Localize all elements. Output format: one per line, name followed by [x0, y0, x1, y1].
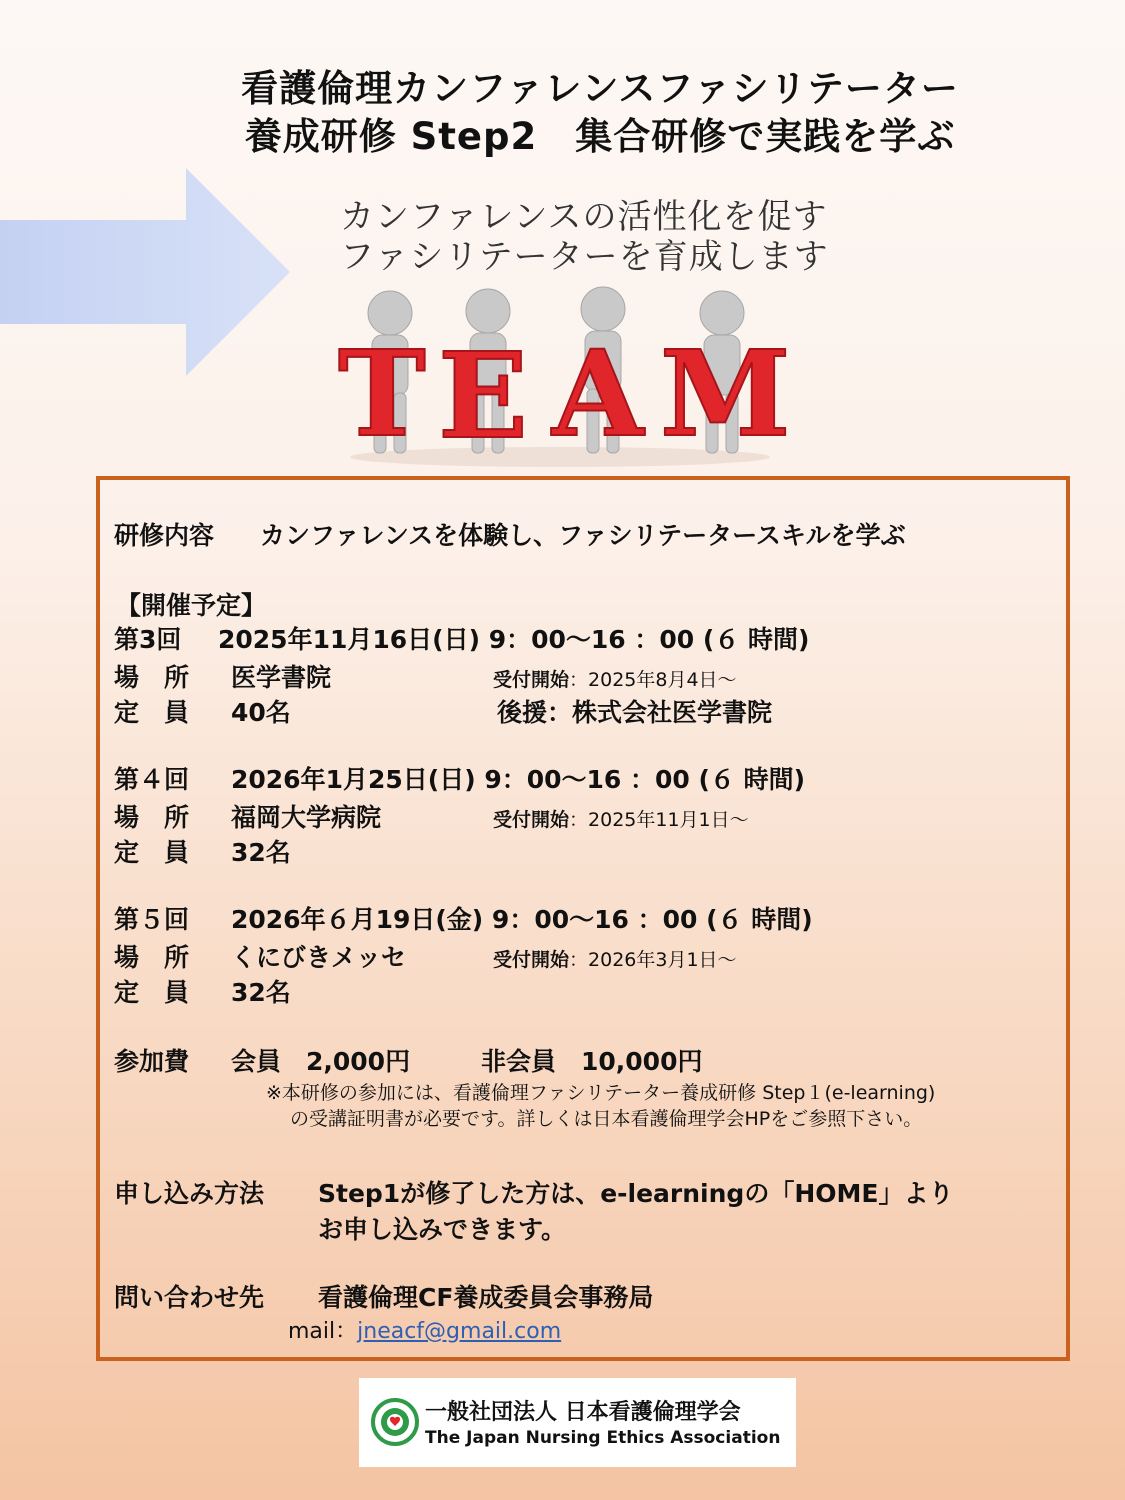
- reception-date: ：2025年11月1日～: [569, 809, 749, 831]
- mail-link[interactable]: jneacf@gmail.com: [357, 1319, 562, 1344]
- apply-line-1: Step1が修了した方は、e-learningの「HOME」より: [318, 1179, 954, 1208]
- subtitle-line-1: カンファレンスの活性化を促す: [340, 197, 828, 237]
- logo-name-jp: 一般社団法人 日本看護倫理学会: [425, 1400, 741, 1425]
- place-value: 医学書院: [231, 663, 332, 692]
- session-label: 第3回: [114, 625, 182, 654]
- reception-label: 受付開始: [493, 949, 570, 971]
- place-label: 場 所: [114, 803, 190, 832]
- schedule-heading: 【開催予定】: [116, 591, 267, 620]
- support-text: 後援：株式会社医学書院: [497, 698, 773, 727]
- team-letter-m: M: [660, 324, 791, 463]
- capacity-value: 32名: [231, 838, 291, 867]
- session-label: 第４回: [114, 765, 190, 794]
- reception-info: [493, 664, 737, 696]
- place-value: くにびきメッセ: [231, 943, 407, 972]
- place-label: 場 所: [114, 663, 190, 692]
- capacity-label: 定 員: [114, 978, 190, 1007]
- content-text: カンファレンスを体験し、ファシリテータースキルを学ぶ: [260, 521, 906, 550]
- contact-name: 看護倫理CF養成委員会事務局: [318, 1283, 654, 1312]
- session-label: 第５回: [114, 905, 190, 934]
- reception-info: [493, 944, 737, 976]
- place-label: 場 所: [114, 943, 190, 972]
- association-emblem-icon: [371, 1398, 419, 1446]
- fee-note-line-2: の受講証明書が必要です。詳しくは日本看護倫理学会HPをご参照下さい。: [290, 1108, 923, 1130]
- capacity-label: 定 員: [114, 838, 190, 867]
- mail-label: mail：: [288, 1319, 358, 1344]
- reception-date: ：2025年8月4日～: [569, 669, 737, 691]
- place-value: 福岡大学病院: [231, 803, 382, 832]
- contact-label: 問い合わせ先: [114, 1283, 265, 1312]
- fee-nonmember: 非会員 10,000円: [481, 1047, 703, 1076]
- apply-line-2: お申し込みできます。: [318, 1215, 567, 1244]
- association-logo: [359, 1378, 796, 1467]
- reception-info: [493, 804, 749, 836]
- reception-label: 受付開始: [493, 669, 570, 691]
- reception-date: ：2026年3月1日～: [569, 949, 737, 971]
- session-datetime: 2025年11月16日(日) 9：00～16 ：00 (６ 時間): [218, 625, 810, 654]
- reception-label: 受付開始: [493, 809, 570, 831]
- fee-note-line-1: ※本研修の参加には、看護倫理ファシリテーター養成研修 Step１(e-learning): [266, 1082, 936, 1104]
- team-letter-t: T: [338, 324, 426, 463]
- session-datetime: 2026年1月25日(日) 9：00～16 ：00 (６ 時間): [231, 765, 806, 794]
- team-letter-e: E: [438, 326, 528, 465]
- capacity-value: 32名: [231, 978, 291, 1007]
- session-datetime: 2026年６月19日(金) 9：00～16 ：00 (６ 時間): [231, 905, 813, 934]
- apply-label: 申し込み方法: [114, 1179, 265, 1208]
- title-line-2: 養成研修 Step2 集合研修で実践を学ぶ: [244, 115, 956, 158]
- subtitle-line-2: ファシリテーターを育成します: [340, 237, 829, 277]
- capacity-value: 40名: [231, 698, 291, 727]
- logo-name-en: The Japan Nursing Ethics Association: [425, 1428, 781, 1448]
- content-label: 研修内容: [114, 521, 215, 550]
- right-arrow-decoration: [0, 168, 292, 378]
- team-figures-illustration: [330, 285, 800, 470]
- capacity-label: 定 員: [114, 698, 190, 727]
- fee-member: 会員 2,000円: [231, 1047, 411, 1076]
- team-letter-a: A: [552, 324, 644, 463]
- fee-label: 参加費: [114, 1047, 190, 1076]
- title-line-1: 看護倫理カンファレンスファシリテーター: [241, 67, 959, 110]
- mail-row: [288, 1318, 561, 1346]
